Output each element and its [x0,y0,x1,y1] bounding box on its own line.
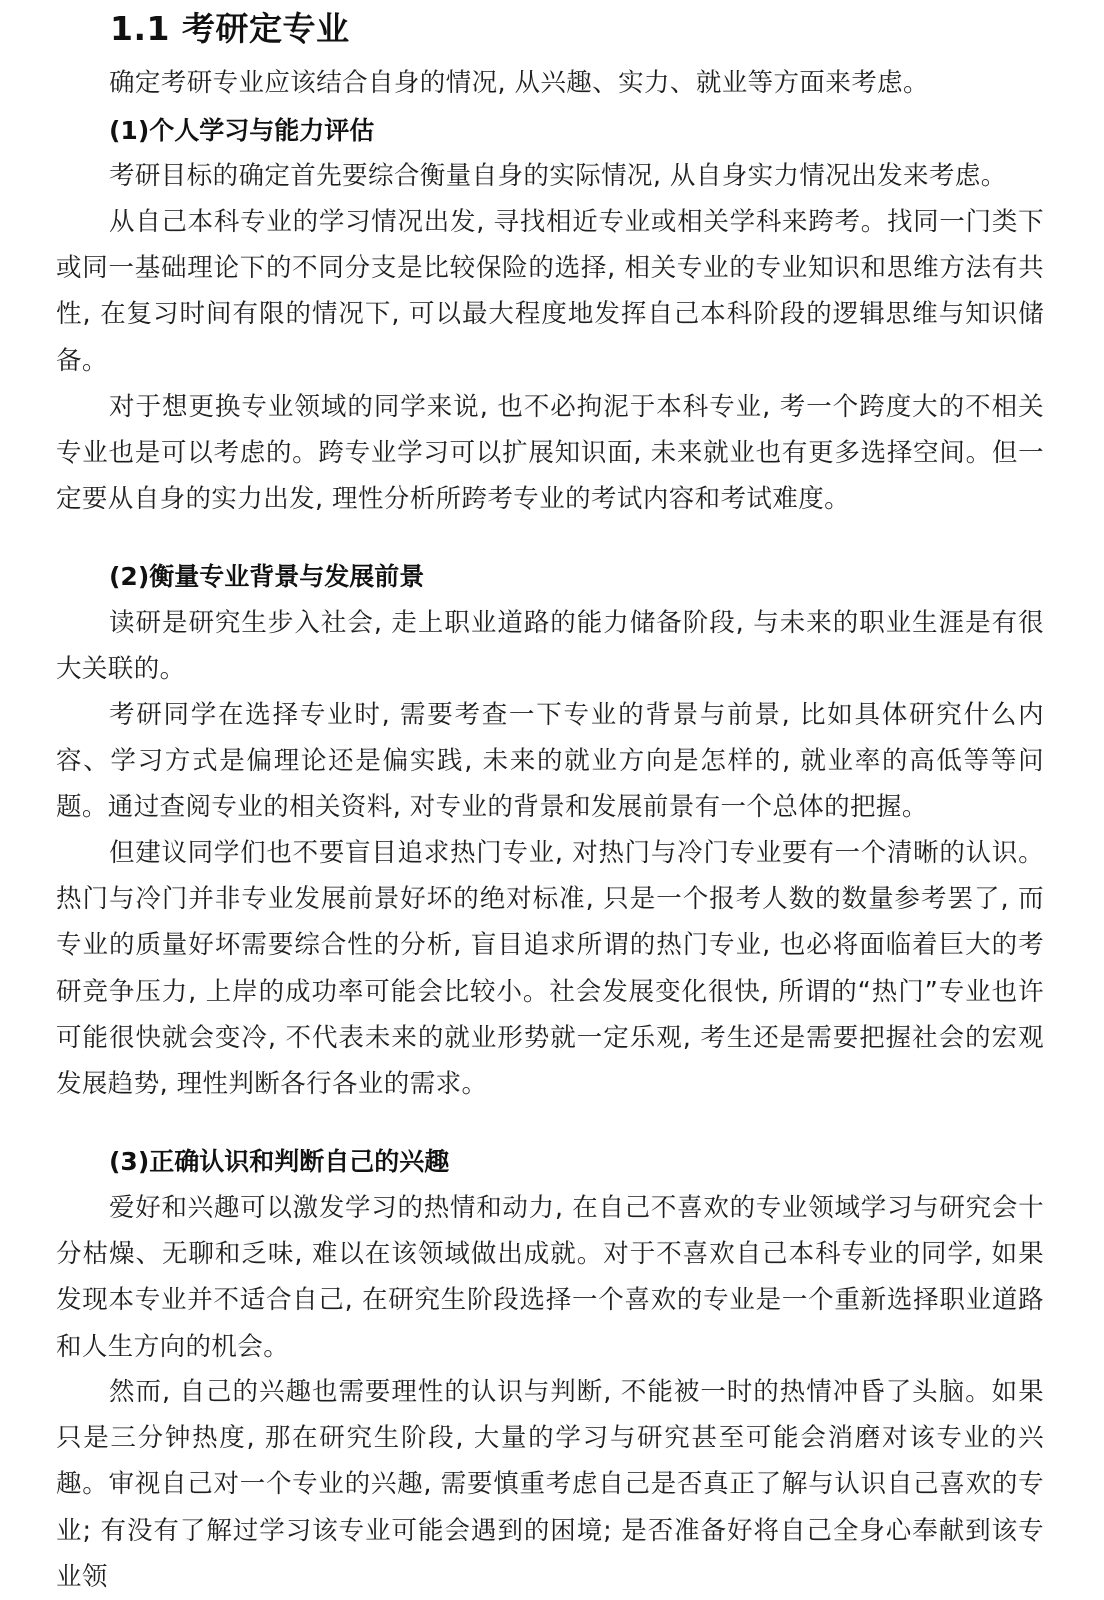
part2-paragraph-1: 读研是研究生步入社会, 走上职业道路的能力储备阶段, 与未来的职业生涯是有很大关联的。 [56,608,1044,685]
part1-paragraph-1: 考研目标的确定首先要综合衡量自身的实际情况, 从自身实力情况出发来考虑。 [109,161,1007,191]
part1-heading: (1)个人学习与能力评估 [109,116,375,145]
part3-paragraph-1: 爱好和兴趣可以激发学习的热情和动力, 在自己不喜欢的专业领域学习与研究会十分枯燥、无聊和乏味, 难以在该领域做出成就。对于不喜欢自己本科专业的同学, 如果发现本专业并不适合自己, 在研究生阶段选择一个喜欢的专业是一个重新选择职业道路和人生方向的机会。 [56,1193,1044,1362]
part2-paragraph-2: 考研同学在选择专业时, 需要考查一下专业的背景与前景, 比如具体研究什么内容、学习方式是偏理论还是偏实践, 未来的就业方向是怎样的, 就业率的高低等等问题。通过查阅专业的相关资料, 对专业的背景和发展前景有一个总体的把握。 [56,700,1044,823]
intro-paragraph: 确定考研专业应该结合自身的情况, 从兴趣、实力、就业等方面来考虑。 [109,68,929,98]
part2-heading: (2)衡量专业背景与发展前景 [109,562,425,591]
part1-paragraph-2: 从自己本科专业的学习情况出发, 寻找相近专业或相关学科来跨考。找同一门类下或同一基础理论下的不同分支是比较保险的选择, 相关专业的专业知识和思维方法有共性, 在复习时间有限的情况下, 可以最大程度地发挥自己本科阶段的逻辑思维与知识储备。 [56,207,1044,376]
part1-paragraph-3: 对于想更换专业领域的同学来说, 也不必拘泥于本科专业, 考一个跨度大的不相关专业也是可以考虑的。跨专业学习可以扩展知识面, 未来就业也有更多选择空间。但一定要从自身的实力出发, 理性分析所跨考专业的考试内容和考试难度。 [56,392,1044,515]
part3-heading: (3)正确认识和判断自己的兴趣 [109,1147,450,1176]
section-title: 1.1 考研定专业 [110,9,350,48]
part2-paragraph-3: 但建议同学们也不要盲目追求热门专业, 对热门与冷门专业要有一个清晰的认识。热门与冷门并非专业发展前景好坏的绝对标准, 只是一个报考人数的数量参考罢了, 而专业的质量好坏需要综合性的分析, 盲目追求所谓的热门专业, 也必将面临着巨大的考研竞争压力, 上岸的成功率可能会比较小。社会发展变化很快, 所谓的“热门”专业也许可能很快就会变冷, 不代表未来的就业形势就一定乐观, 考生还是需要把握社会的宏观发展趋势, 理性判断各行各业的需求。 [56,838,1044,1100]
part3-paragraph-2: 然而, 自己的兴趣也需要理性的认识与判断, 不能被一时的热情冲昏了头脑。如果只是三分钟热度, 那在研究生阶段, 大量的学习与研究甚至可能会消磨对该专业的兴趣。审视自己对一个专业的兴趣, 需要慎重考虑自己是否真正了解与认识自己喜欢的专业; 有没有了解过学习该专业可能会遇到的困境; 是否准备好将自己全身心奉献到该专业领 [56,1377,1044,1592]
